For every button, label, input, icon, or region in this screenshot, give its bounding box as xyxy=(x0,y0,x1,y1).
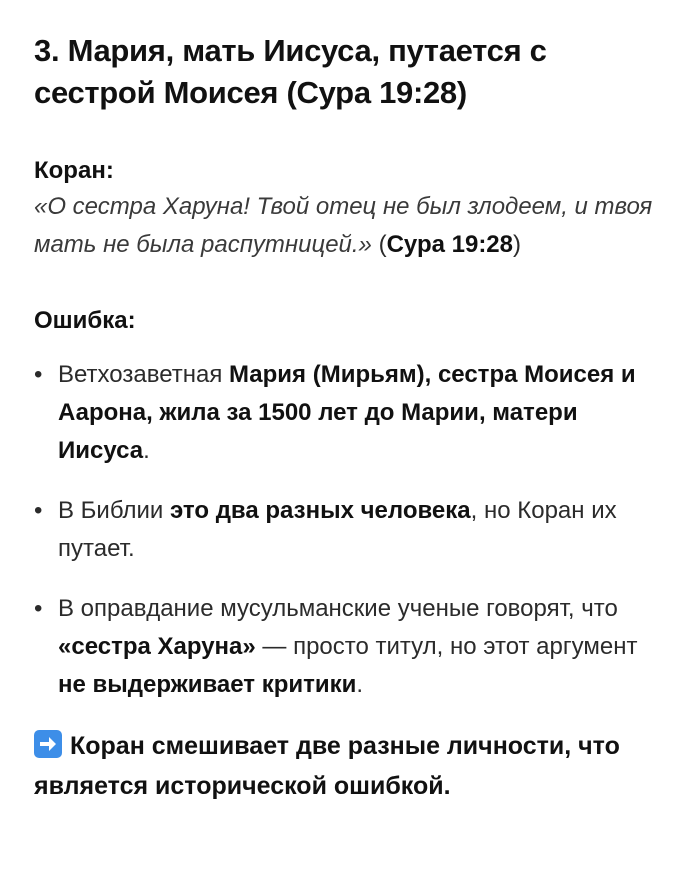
error-list xyxy=(34,356,666,704)
conclusion xyxy=(34,726,666,806)
right-arrow-icon xyxy=(34,730,62,758)
quote-text: «О сестра Харуна! Твой отец не был злодеем, и твоя мать не была распутницей.» xyxy=(34,193,653,258)
quran-quote xyxy=(34,188,666,264)
list-item: • Ветхозаветная Мария (Мирьям), сестра Моисея и Аарона, жила за 1500 лет до Марии, матери Иисуса. xyxy=(34,356,666,470)
quran-label: Коран: xyxy=(34,157,114,184)
error-label: Ошибка: xyxy=(34,307,136,334)
quran-section xyxy=(34,154,666,264)
error-section xyxy=(34,304,666,704)
list-item: • В оправдание мусульманские ученые говорят, что «сестра Харуна» — просто титул, но этот аргумент не выдерживает критики. xyxy=(34,590,666,704)
conclusion-text: Коран смешивает две разные личности, что является исторической ошибкой. xyxy=(34,732,620,800)
surah-reference: Сура 19:28 xyxy=(386,231,513,258)
heading-title: 3. Мария, мать Иисуса, путается с сестрой Моисея (Сура 19:28) xyxy=(34,33,547,110)
list-item: • В Библии это два разных человека, но Коран их путает. xyxy=(34,492,666,568)
ref-close: ) xyxy=(513,231,521,258)
ref-open: ( xyxy=(371,231,387,258)
